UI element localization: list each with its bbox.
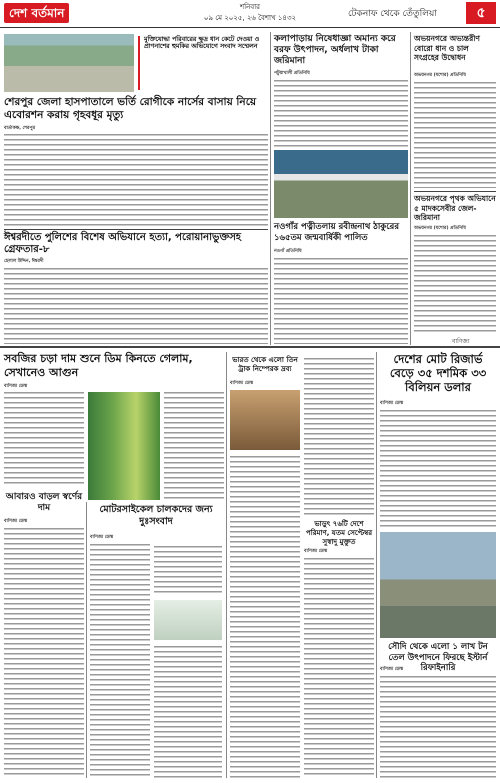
story5-title: অভয়নগরে পৃথক অভিযানে ৫ মাদকসেবীর জেল-জরিমানা: [414, 194, 496, 222]
story4-title: অভয়নগরে অভ্যন্তরীণ বোরো ধান ও চাল সংগ্রহের উদ্বোধন: [414, 34, 480, 62]
story1-kicker-box: [138, 36, 266, 90]
story11-body: [304, 556, 374, 778]
section-divider: [0, 346, 500, 348]
column-divider: [376, 352, 377, 778]
story9-byline: বাণিজ্য ডেস্ক: [90, 535, 114, 540]
story12-title: দেশের মোট রিজার্ভ বেড়ে ৩৫ দশমিক ৩৩ বিলিয়ন ডলার: [389, 352, 487, 394]
story8-byline: বাণিজ্য ডেস্ক: [4, 519, 28, 524]
story9-title: মোটরসাইকেল চালকদের জন্য দুঃসংবাদ: [99, 504, 213, 527]
column-divider: [86, 502, 87, 778]
section-label: বাণিজ্য: [452, 338, 470, 345]
story9-body: [90, 542, 150, 778]
story11-byline: বাণিজ্য ডেস্ক: [304, 549, 328, 554]
story10-body-right: [304, 356, 374, 516]
header-slogan: টেকনাফ থেকে তেঁতুলিয়া: [348, 9, 437, 19]
story6-body: [274, 256, 408, 344]
motorcycle-photo: [154, 600, 222, 640]
story2-byline: হেলাল উদ্দিন, ঈশ্বরদী: [4, 259, 44, 264]
story1-kicker: মুক্তিযোদ্ধা পরিবারের ক্ষুদ্ৰ ধান কেটে দেওয়া ও প্রাণনাশের হুমকির অভিযোগে সংবাদ সম্মেলন: [144, 36, 260, 51]
story13-byline: বাণিজ্য ডেস্ক: [380, 667, 404, 672]
story9-body-bottom: [154, 644, 222, 778]
vegetable-photo: [88, 392, 160, 500]
story3-title: কলাপাড়ায় নিষেধাজ্ঞা অমান্য করে বরফ উৎপাদন, অর্ধলাখ টাকা জরিমানা: [274, 34, 396, 66]
story5-body: [414, 233, 496, 335]
story12-body: [380, 408, 496, 528]
story10-byline: বাণিজ্য ডেস্ক: [230, 381, 254, 386]
header-dateline: [170, 2, 330, 24]
story3-byline: পটুয়াখালী প্রতিনিধি: [274, 71, 310, 76]
event-photo: [274, 150, 408, 218]
story4-byline: অভয়নগর (যশোর) প্রতিনিধি: [414, 73, 466, 78]
story10-title: ভারত থেকে এলো তিন ট্রাক নিম্পেরক দ্রব্য: [232, 356, 298, 373]
divider: [414, 191, 496, 192]
column-divider: [410, 32, 411, 345]
story11-title: ভাড়ুৎ ৭৬টি দেশে পরিমাণ, যতম সেপ্টেম্বর সুস্বাদু মুক্তুত: [305, 520, 373, 546]
story7-byline: বাণিজ্য ডেস্ক: [4, 384, 28, 389]
story2-body: [4, 266, 268, 344]
header-date: ০৯ মে ২০২৫, ২৬ বৈশাখ ১৪৩২: [203, 14, 297, 22]
refinery-photo: [380, 532, 496, 638]
story7-title: সবজির চড়া দাম শুনে ডিম কিনতে গেলাম, সেখানেও আগুন: [4, 352, 193, 379]
page-number: ৫: [466, 2, 496, 24]
story3-body: [274, 78, 408, 148]
story7-body-left: [4, 390, 84, 486]
story13-body: [380, 674, 496, 778]
story1-body: [4, 132, 268, 226]
story9-body-right: [154, 544, 222, 596]
story10-body: [230, 454, 300, 778]
page-header: [0, 0, 500, 28]
story8-body: [4, 526, 84, 778]
story1-title: শেরপুর জেলা হাসপাতালে ভর্তি রোগীকে নার্সের বাসায় নিয়ে এবোরশন করায় গৃহবধূর মৃত্যু: [4, 96, 257, 121]
story6-title: নওগাঁর পত্নীতলায় রবীন্দ্রনাথ ঠাকুরের ১৬৫তম জন্মবার্ষিকী পালিত: [274, 222, 400, 243]
story4-body: [414, 80, 496, 188]
story7-body-right: [164, 390, 224, 500]
story2-title: ঈশ্বরদীতে পুলিশের বিশেষ অভিযানে হত্যা, পরোয়ানাভুক্তসহ গ্রেফতার-৮: [4, 232, 242, 255]
story5-byline: অভয়নগর (যশোর) প্রতিনিধি: [414, 226, 466, 231]
divider: [4, 229, 268, 230]
story1-byline: বার্তাকক্ষ, শেরপুর: [4, 126, 36, 131]
column-divider: [226, 352, 227, 778]
story8-title: আবারও বাড়ল স্বর্ণের দাম: [5, 492, 83, 513]
truck-photo: [230, 390, 300, 450]
column-divider: [270, 32, 271, 345]
story6-byline: নওগাঁ প্রতিনিধি: [274, 249, 302, 254]
hospital-photo: [4, 34, 134, 92]
story13-title: সৌদি থেকে এলো ১ লাখ টন তেল উৎপাদনে ফিরছে ইস্টার্ন রিফাইনারি: [388, 642, 488, 673]
newspaper-logo: দেশ বর্তমান: [4, 3, 69, 23]
story12-byline: বাণিজ্য ডেস্ক: [380, 401, 404, 406]
header-day: শনিবার: [239, 3, 261, 11]
